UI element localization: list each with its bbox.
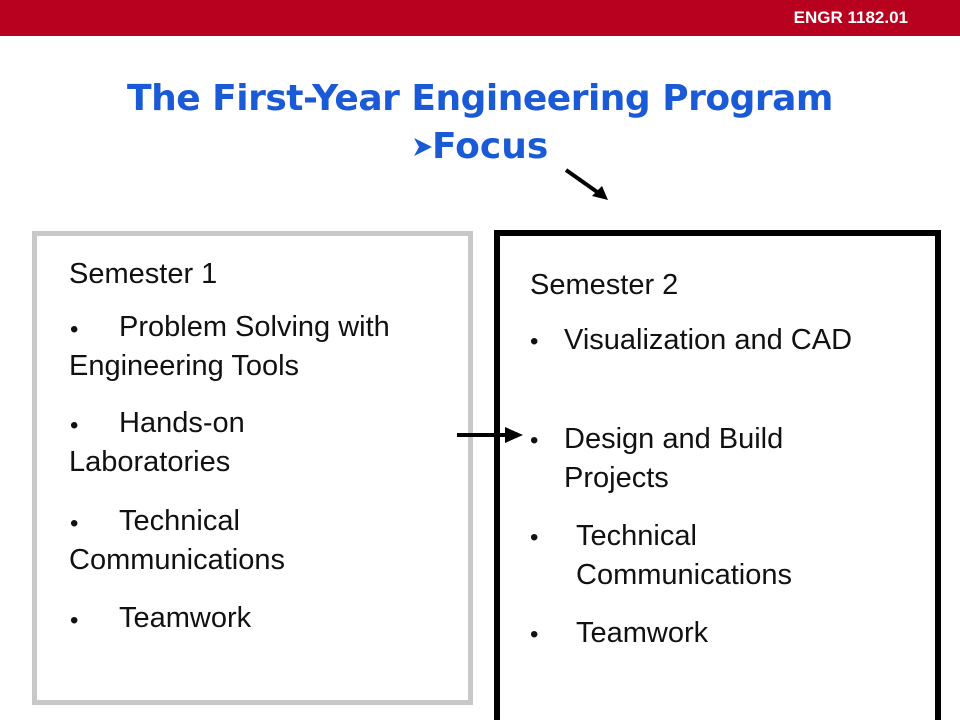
bullet: • (70, 607, 79, 634)
right-arrow-icon (455, 425, 525, 445)
semester2-panel (494, 230, 941, 720)
semester1-heading: Semester 1 (69, 258, 218, 290)
bullet: • (70, 316, 79, 343)
bullet: • (530, 328, 539, 355)
header-bar (0, 0, 960, 36)
bullet: • (530, 427, 539, 454)
course-code: ENGR 1182.01 (793, 8, 908, 27)
semester1-panel (32, 231, 473, 705)
bullet: • (70, 412, 79, 439)
semester2-heading: Semester 2 (530, 269, 679, 301)
bullet: • (70, 510, 79, 537)
semester2-item: Teamwork (576, 617, 709, 649)
bullet: • (530, 621, 539, 648)
semester2-item: Technical Communications (576, 520, 792, 591)
semester1-item: Problem Solving with Engineering Tools (69, 311, 390, 382)
diagonal-arrow-icon (562, 166, 612, 206)
slide-title: The First-Year Engineering Program (127, 78, 833, 119)
slide-subtitle (412, 126, 548, 167)
semester2-item: Visualization and CAD (564, 324, 853, 356)
subtitle-text: Focus (432, 126, 549, 167)
semester2-item: Design and Build Projects (564, 423, 784, 494)
semester1-item: Hands-on Laboratories (69, 407, 245, 478)
semester1-item: Teamwork (119, 602, 252, 634)
bullet: • (530, 524, 539, 551)
semester1-item: Technical Communications (69, 505, 285, 576)
arrow-bullet-icon (412, 132, 434, 162)
